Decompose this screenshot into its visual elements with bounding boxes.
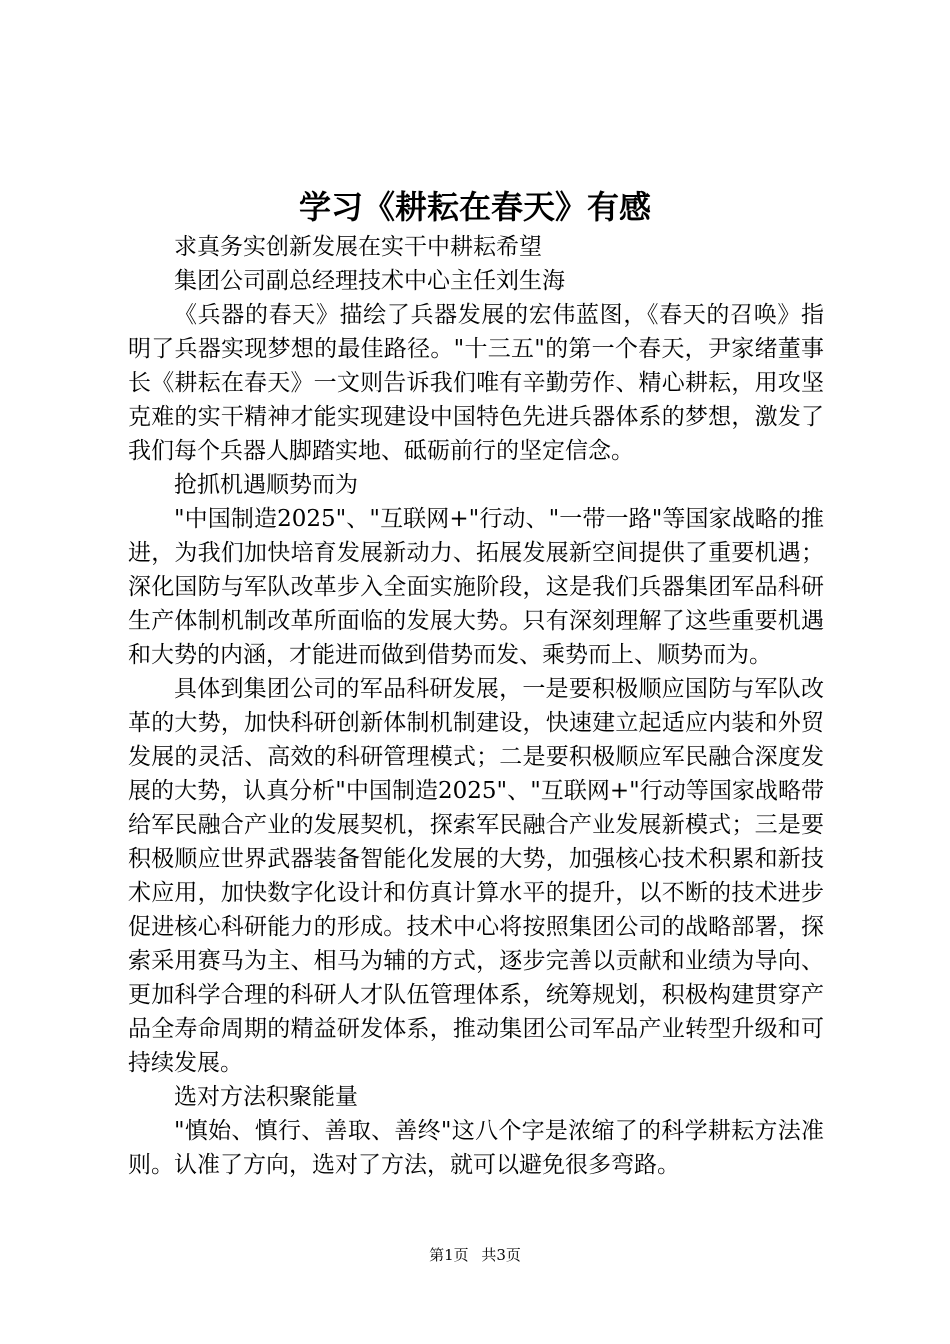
body-paragraph: 《兵器的春天》描绘了兵器发展的宏伟蓝图，《春天的召唤》指明了兵器实现梦想的最佳路径。"十三五"的第一个春天，尹家绪董事长《耕耘在春天》一文则告诉我们唯有辛勤劳作、精心耕耘，用攻坚克难的实干精神才能实现建设中国特色先进兵器体系的梦想，激发了我们每个兵器人脚踏实地、砥砺前行的坚定信念。	[128, 302, 824, 464]
author-paragraph: 集团公司副总经理技术中心主任刘生海	[174, 268, 565, 294]
page-number: 第1页	[429, 1246, 469, 1264]
page-total: 共3页	[481, 1246, 521, 1264]
body-paragraph: "中国制造2025"、"互联网+"行动、"一带一路"等国家战略的推进，为我们加快培育发展新动力、拓展发展新空间提供了重要机遇；深化国防与军队改革步入全面实施阶段，这是我们兵器集团军品科研生产体制机制改革所面临的发展大势。只有深刻理解了这些重要机遇和大势的内涵，才能进而做到借势而发、乘势而上、顺势而为。	[128, 506, 824, 668]
page-footer	[0, 1244, 950, 1266]
section-heading: 抢抓机遇顺势而为	[174, 472, 358, 498]
document-body	[128, 230, 824, 1182]
subtitle-paragraph: 求真务实创新发展在实干中耕耘希望	[174, 234, 542, 260]
body-paragraph: "慎始、慎行、善取、善终"这八个字是浓缩了的科学耕耘方法准则。认准了方向，选对了方法，就可以避免很多弯路。	[128, 1118, 824, 1178]
body-paragraph: 具体到集团公司的军品科研发展，一是要积极顺应国防与军队改革的大势，加快科研创新体制机制建设，快速建立起适应内装和外贸发展的灵活、高效的科研管理模式；二是要积极顺应军民融合深度发展的大势，认真分析"中国制造2025"、"互联网+"行动等国家战略带给军民融合产业的发展契机，探索军民融合产业发展新模式；三是要积极顺应世界武器装备智能化发展的大势，加强核心技术积累和新技术应用，加快数字化设计和仿真计算水平的提升，以不断的技术进步促进核心科研能力的形成。技术中心将按照集团公司的战略部署，探索采用赛马为主、相马为辅的方式，逐步完善以贡献和业绩为导向、更加科学合理的科研人才队伍管理体系，统筹规划，积极构建贯穿产品全寿命周期的精益研发体系，推动集团公司军品产业转型升级和可持续发展。	[128, 676, 824, 1076]
section-heading: 选对方法积聚能量	[174, 1084, 358, 1110]
document-title: 学习《耕耘在春天》有感	[298, 188, 651, 226]
